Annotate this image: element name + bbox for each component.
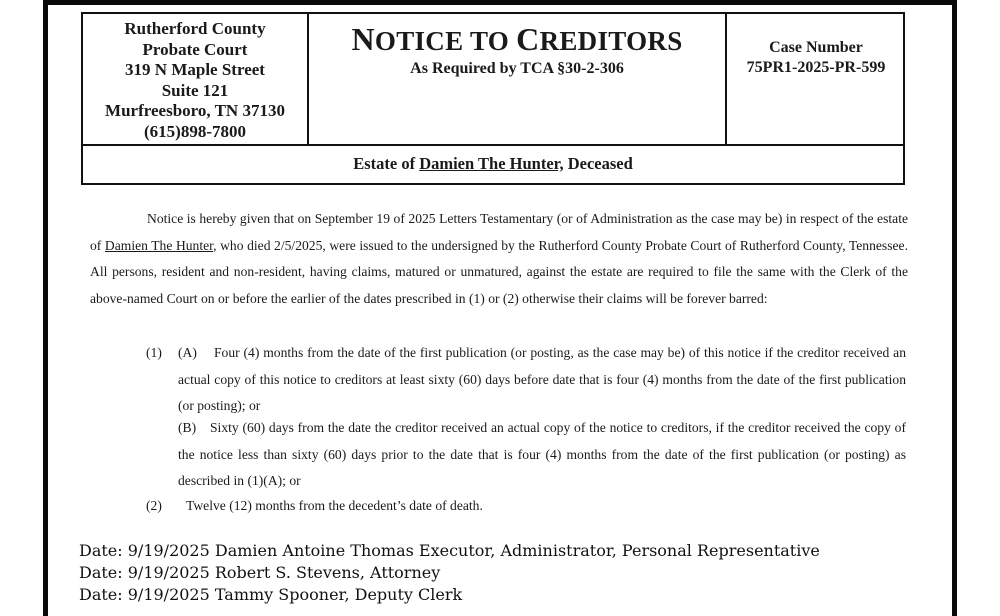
clause-1a <box>178 340 906 420</box>
court-address-line2: Suite 121 <box>161 80 229 100</box>
notice-paragraph <box>90 206 908 312</box>
court-address-line1: 319 N Maple Street <box>125 60 265 79</box>
case-number-value: 75PR1-2025-PR-599 <box>746 59 886 76</box>
court-city-state-zip: Murfreesboro, TN 37130 <box>105 101 285 120</box>
notice-header <box>81 12 905 185</box>
signature-block <box>79 540 820 606</box>
signature-executor: Date: 9/19/2025 Damien Antoine Thomas Executor, Administrator, Personal Representative <box>79 541 820 560</box>
title-cap-n: N <box>351 21 375 57</box>
title-part-1: OTICE TO <box>374 26 517 56</box>
signature-attorney: Date: 9/19/2025 Robert S. Stevens, Attorney <box>79 563 441 582</box>
estate-suffix: Deceased <box>563 154 633 173</box>
estate-decedent-name: Damien The Hunter, <box>419 154 564 173</box>
clause-1b-label: (B) <box>178 420 197 435</box>
notice-text-part1: Notice is hereby given that on September 19 of 2025 Letters Testamentary (or of Administration as the case may be) in respect of the estate of <box>90 211 908 253</box>
estate-prefix: Estate of <box>353 154 420 173</box>
notice-title <box>309 21 725 57</box>
notice-subtitle: As Required by TCA §30-2-306 <box>410 60 624 77</box>
court-name-line2: Probate Court <box>142 39 248 59</box>
court-phone: (615)898-7800 <box>144 121 246 141</box>
clause-1-label: (1) <box>146 345 162 360</box>
court-info <box>83 14 309 144</box>
clause-1a-text: Four (4) months from the date of the first publication (or posting, as the case may be) of this notice if the creditor received an actual copy of this notice to creditors at least sixty (60) days before date that is four (4) months from the date of the first publication (or posting); or <box>178 345 906 413</box>
notice-text-part2: who died 2/5/2025, were issued to the undersigned by the Rutherford County Probate Court of Rutherford County, Tennessee. All persons, resident and non-resident, having claims, matured or unmatured, against the estate are required to file the same with the Clerk of the above-named Court on or before the earlier of the dates prescribed in (1) or (2) otherwise their claims will be forever barred: <box>90 237 908 306</box>
signature-clerk: Date: 9/19/2025 Tammy Spooner, Deputy Clerk <box>79 585 463 604</box>
notice-decedent-name: Damien The Hunter, <box>104 237 217 253</box>
clause-2-text: Twelve (12) months from the decedent’s date of death. <box>186 498 483 513</box>
title-part-2: REDITORS <box>539 26 683 56</box>
court-name-line1: Rutherford County <box>124 19 266 38</box>
clause-2-label: (2) <box>146 498 162 513</box>
estate-title <box>83 144 903 185</box>
case-number-label: Case Number <box>769 39 863 56</box>
notice-body <box>90 206 908 312</box>
title-cap-c: C <box>516 21 540 57</box>
case-number-cell <box>727 14 905 144</box>
clause-1b-text: Sixty (60) days from the date the creditor received an actual copy of the notice to creditors, if the creditor received the copy of the notice less than sixty (60) days prior to the date that is four (4) months from the date of the first publication (or posting) as described in (1)(A); or <box>178 420 906 488</box>
notice-title-cell <box>309 14 727 144</box>
clause-1a-label: (A) <box>178 345 197 360</box>
clause-1b <box>178 415 906 495</box>
